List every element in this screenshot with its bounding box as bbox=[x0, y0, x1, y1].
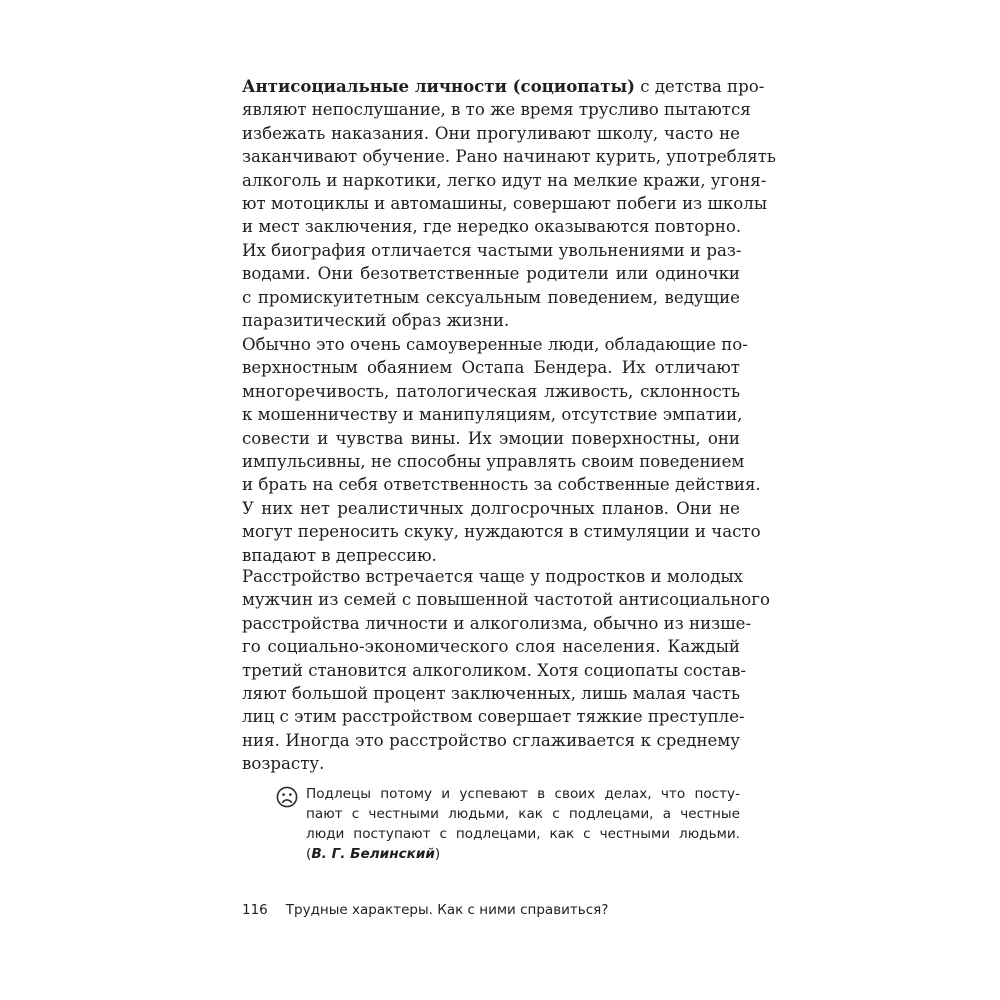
paragraph-line: водами. Они безответственные родители или одиночки bbox=[242, 264, 740, 284]
paragraph-line: с промискуитетным сексуальным поведением, ведущие bbox=[242, 287, 740, 307]
paragraph-line: избежать наказания. Они прогуливают школу, часто не bbox=[242, 123, 740, 143]
paragraph-line: ния. Иногда это расстройство сглаживается к среднему bbox=[242, 730, 740, 750]
paragraph-prevalence bbox=[242, 565, 770, 776]
paragraph-line: к мошенничеству и манипуляциям, отсутствие эмпатии, bbox=[242, 405, 743, 425]
paragraph-line: Обычно это очень самоуверенные люди, обладающие по- bbox=[242, 335, 748, 354]
quote-author: В. Г. Белинский bbox=[311, 846, 435, 862]
quote-attribution bbox=[306, 844, 740, 864]
paren-close: ) bbox=[434, 846, 441, 862]
paragraph-line: и мест заключения, где нередко оказываются повторно. bbox=[242, 217, 742, 237]
page-footer bbox=[242, 902, 608, 918]
paragraph-line bbox=[242, 75, 765, 98]
paragraph-line: паразитический образ жизни. bbox=[242, 310, 510, 330]
paragraph-line: ляют большой процент заключенных, лишь малая часть bbox=[242, 683, 740, 703]
paragraph-antisocial-personalities bbox=[242, 75, 776, 332]
paragraph-line: расстройства личности и алкоголизма, обычно из низше- bbox=[242, 613, 752, 633]
paragraph-line: впадают в депрессию. bbox=[242, 545, 437, 565]
paragraph-line: лиц с этим расстройством совершает тяжкие преступле- bbox=[242, 707, 745, 727]
paragraph-line: многоречивость, патологическая лживость, склонность bbox=[242, 381, 740, 401]
paragraph-line: Расстройство встречается чаще у подростков и молодых bbox=[242, 567, 744, 586]
paragraph-line: совести и чувства вины. Их эмоции поверхностны, они bbox=[242, 428, 740, 448]
paragraph-traits bbox=[242, 333, 761, 567]
paragraph-line: верхностным обаянием Остапа Бендера. Их отличают bbox=[242, 358, 740, 378]
paragraph-line: го социально-экономического слоя населения. Каждый bbox=[242, 637, 740, 657]
paragraph-line: третий становится алкоголиком. Хотя социопаты состав- bbox=[242, 660, 747, 680]
quote-line: люди поступают с подлецами, как с честными людьми. bbox=[306, 826, 740, 842]
paragraph-line: Их биография отличается частыми увольнениями и раз- bbox=[242, 240, 742, 260]
paragraph-line: мужчин из семей с повышенной частотой антисоциального bbox=[242, 590, 770, 610]
line-text: с детства про- bbox=[634, 77, 765, 96]
paragraph-line: импульсивны, не способны управлять своим поведением bbox=[242, 451, 745, 471]
quote-text bbox=[306, 784, 740, 864]
paragraph-line: У них нет реалистичных долгосрочных планов. Они не bbox=[242, 498, 740, 518]
paragraph-line: могут переносить скуку, нуждаются в стимуляции и часто bbox=[242, 522, 761, 542]
page-number: 116 bbox=[242, 902, 268, 918]
paragraph-line: заканчивают обучение. Рано начинают курить, употреблять bbox=[242, 147, 776, 167]
paragraph-line: возрасту. bbox=[242, 754, 325, 774]
paren-open: ( bbox=[306, 846, 312, 862]
paragraph-line: являют непослушание, в то же время трусливо пытаются bbox=[242, 100, 751, 120]
quote-line: Подлецы потому и успевают в своих делах, что посту- bbox=[306, 786, 740, 802]
quote-line: пают с честными людьми, как с подлецами, а честные bbox=[306, 806, 740, 822]
paragraph-line: ют мотоциклы и автомашины, совершают побеги из школы bbox=[242, 193, 768, 213]
bold-term: Антисоциальные личности (социопаты) bbox=[242, 76, 635, 96]
paragraph-line: и брать на себя ответственность за собственные действия. bbox=[242, 475, 761, 495]
running-title: Трудные характеры. Как с ними справиться? bbox=[285, 902, 609, 918]
sad-face-icon bbox=[276, 786, 298, 808]
paragraph-line: алкоголь и наркотики, легко идут на мелкие кражи, угоня- bbox=[242, 170, 767, 190]
